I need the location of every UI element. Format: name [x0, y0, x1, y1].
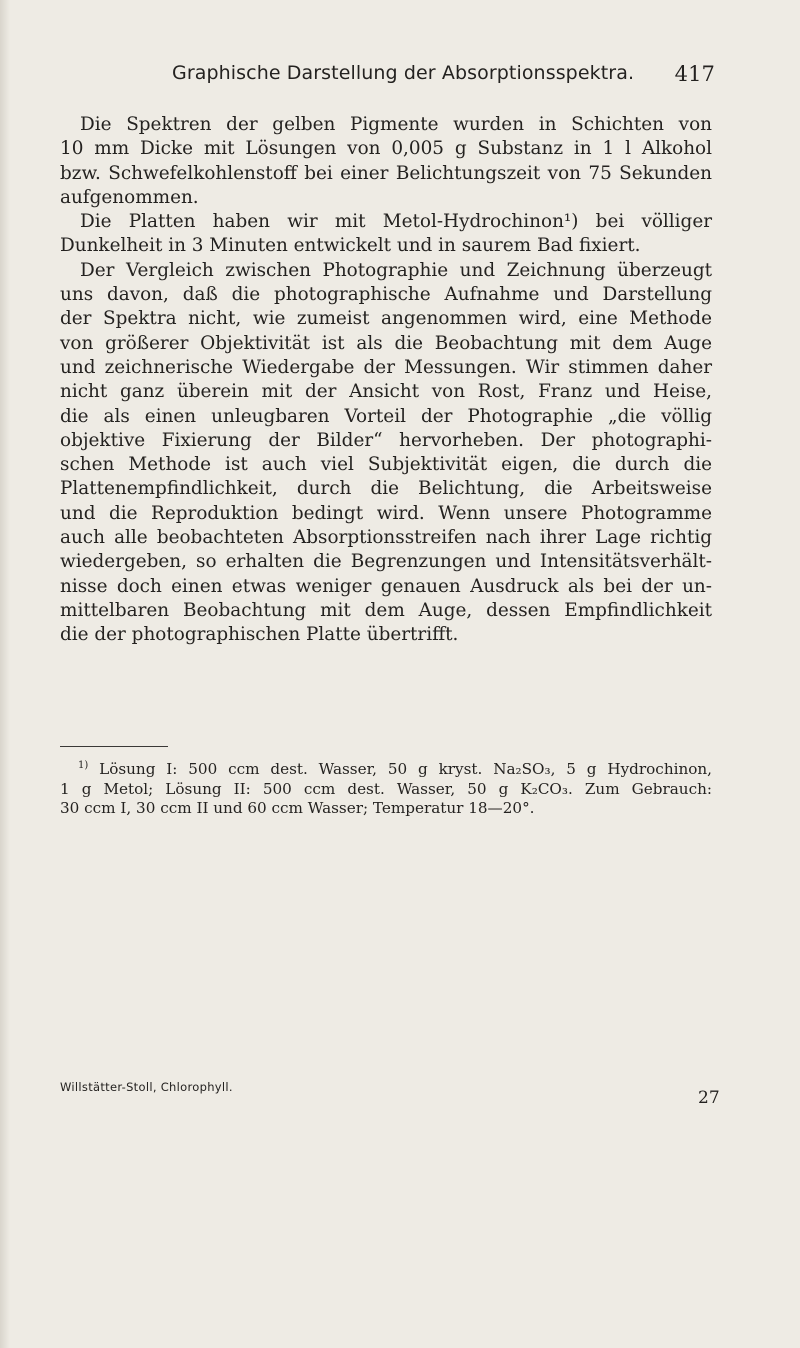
signature-line: Willstätter-Stoll, Chlorophyll. [60, 1080, 233, 1094]
text-line: Der Vergleich zwischen Photographie und Zeichnung überzeugt [80, 259, 712, 281]
text-line: die als einen unleugbaren Vorteil der Photographie „die völlig [60, 405, 712, 427]
footnote [60, 756, 712, 819]
body-text [60, 113, 712, 648]
text-line: Plattenempfindlichkeit, durch die Belichtung, die Arbeitsweise [60, 478, 712, 500]
text-line: auch alle beobachteten Absorptionsstreifen nach ihrer Lage richtig [60, 527, 712, 549]
page-number: 417 [674, 62, 715, 86]
text-line: 10 mm Dicke mit Lösungen von 0,005 g Substanz in 1 l Alkohol [60, 138, 712, 160]
sheet-number: 27 [698, 1088, 720, 1108]
text-line: nicht ganz überein mit der Ansicht von Rost, Franz und Heise, [60, 381, 712, 403]
text-line: objektive Fixierung der Bilder“ hervorheben. Der photographi- [60, 429, 712, 451]
footnote-divider [60, 746, 168, 747]
text-line: mittelbaren Beobachtung mit dem Auge, dessen Empfindlichkeit [60, 599, 712, 621]
header-title: Graphische Darstellung der Absorptionsspektra. [172, 62, 635, 84]
text-line: von größerer Objektivität ist als die Beobachtung mit dem Auge [60, 332, 712, 354]
text-line: der Spektra nicht, wie zumeist angenommen wird, eine Methode [60, 308, 712, 330]
text-line: die der photographischen Platte übertrifft. [60, 624, 459, 646]
text-line: wiedergeben, so erhalten die Begrenzungen und Intensitätsverhält- [60, 551, 712, 573]
text-line: und die Reproduktion bedingt wird. Wenn unsere Photogramme [60, 502, 712, 524]
text-line: und zeichnerische Wiedergabe der Messungen. Wir stimmen daher [60, 356, 712, 378]
text-line: schen Methode ist auch viel Subjektivität eigen, die durch die [60, 454, 712, 476]
text-line: Dunkelheit in 3 Minuten entwickelt und in saurem Bad fixiert. [60, 235, 641, 257]
footnote-marker: 1) [78, 760, 89, 771]
text-line: bzw. Schwefelkohlenstoff bei einer Belichtungszeit von 75 Sekunden [60, 162, 712, 184]
footnote-line: 30 ccm I, 30 ccm II und 60 ccm Wasser; Temperatur 18—20°. [60, 799, 535, 818]
footnote-line: 1 g Metol; Lösung II: 500 ccm dest. Wasser, 50 g K₂CO₃. Zum Gebrauch: [60, 779, 712, 798]
page-edge-shadow [0, 0, 10, 1348]
text-line: Die Spektren der gelben Pigmente wurden in Schichten von [80, 114, 712, 135]
text-line: Die Platten haben wir mit Metol-Hydrochinon¹) bei völliger [80, 211, 712, 233]
text-line: nisse doch einen etwas weniger genauen Ausdruck als bei der un- [60, 575, 712, 597]
text-line: uns davon, daß die photographische Aufnahme und Darstellung [60, 284, 712, 306]
footnote-line: Lösung I: 500 ccm dest. Wasser, 50 g kryst. Na₂SO₃, 5 g Hydrochinon, [99, 760, 712, 778]
text-line: aufgenommen. [60, 186, 199, 208]
